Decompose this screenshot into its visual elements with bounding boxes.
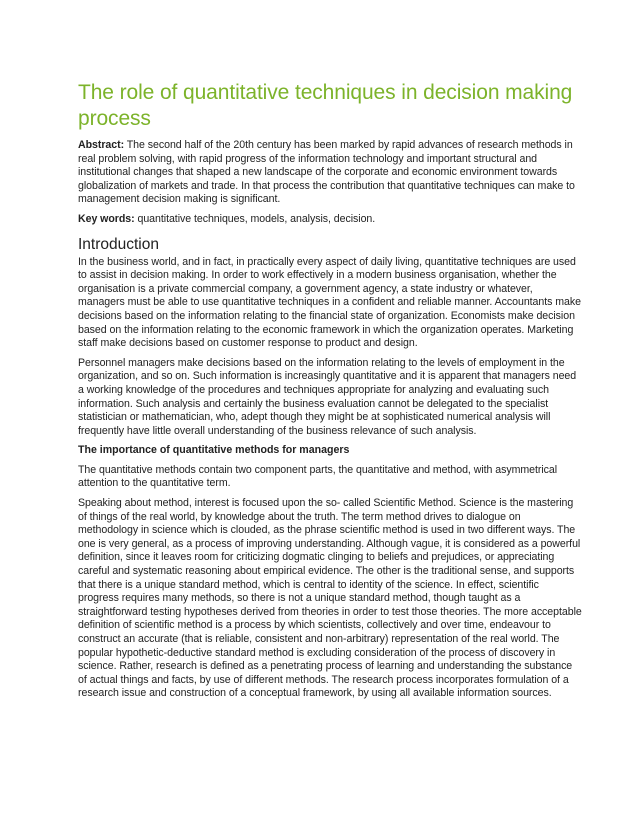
keywords-paragraph xyxy=(78,213,582,227)
keywords-text: quantitative techniques, models, analysis, decision. xyxy=(134,212,376,225)
introduction-heading: Introduction xyxy=(78,235,159,253)
importance-heading: The importance of quantitative methods for managers xyxy=(78,444,350,457)
importance-paragraph-2: Speaking about method, interest is focused upon the so- called Scientific Method. Science is the mastering of things of the real world, by knowledge about the truth. The term method drives to dialogue on methodology in science which is clouded, as the phrase scientific method is used in two different ways. The one is very general, as a process of improving understanding. Although vague, it is considered as a powerful definition, since it leaves room for criticizing dogmatic clinging to beliefs and prejudices, or appreciating careful and systematic reasoning about empirical evidence. The other is the traditional sense, and supports that there is a unique standard method, which is central to identity of the science. In effect, scientific progress requires many methods, so there is not a unique standard method, though taught as a straightforward testing hypotheses derived from theories in order to test those theories. The more acceptable definition of scientific method is a process by which scientists, collectively and over time, endeavour to construct an accurate (that is reliable, consistent and non-arbitrary) representation of the real world. The popular hypothetic-deductive standard method is excluding consideration of the process of discovery in science. Rather, research is defined as a penetrating process of learning and understanding the substance of actual things and facts, by use of different methods. The research process incorporates formulation of a research issue and construction of a conceptual framework, by using all available information sources. xyxy=(78,497,582,700)
abstract-text: The second half of the 20th century has been marked by rapid advances of research methods in real problem solving, with rapid progress of the information technology and important structural and institutional changes that shaped a new landscape of the corporate and economic environment towards globalization of markets and trade. In that process the contribution that quantitative techniques can make to management decision making is significant. xyxy=(78,139,575,206)
abstract-paragraph xyxy=(78,139,582,207)
intro-paragraph-1: In the business world, and in fact, in practically every aspect of daily living, quantitative techniques are used to assist in decision making. In order to work effectively in a modern business organisation, whether the organisation is a private commercial company, a government agency, a state industry or whatever, managers must be able to use quantitative techniques in a confident and reliable manner. Accountants make decisions based on the information relating to the financial state of organization. Economists make decision based on the information relating to the economic framework in which the organization operates. Marketing staff make decisions based on customer response to product and design. xyxy=(78,255,581,350)
keywords-label: Key words: xyxy=(78,212,135,225)
importance-paragraph-1: The quantitative methods contain two component parts, the quantitative and method, with asymmetrical attention to the quantitative term. xyxy=(78,463,558,490)
abstract-label: Abstract: xyxy=(78,139,125,151)
intro-paragraph-2: Personnel managers make decisions based on the information relating to the levels of employment in the organization, and so on. Such information is increasingly quantitative and it is apparent that managers need a working knowledge of the procedures and techniques appropriate for analyzing and evaluating such information. Such analysis and certainly the business evaluation cannot be delegated to the specialist statistician or mathematician, who, adept though they might be at sophisticated numerical analysis will frequently have little overall understanding of the business relevance of such analysis. xyxy=(78,356,577,437)
document-title: The role of quantitative techniques in decision making process xyxy=(78,81,573,130)
